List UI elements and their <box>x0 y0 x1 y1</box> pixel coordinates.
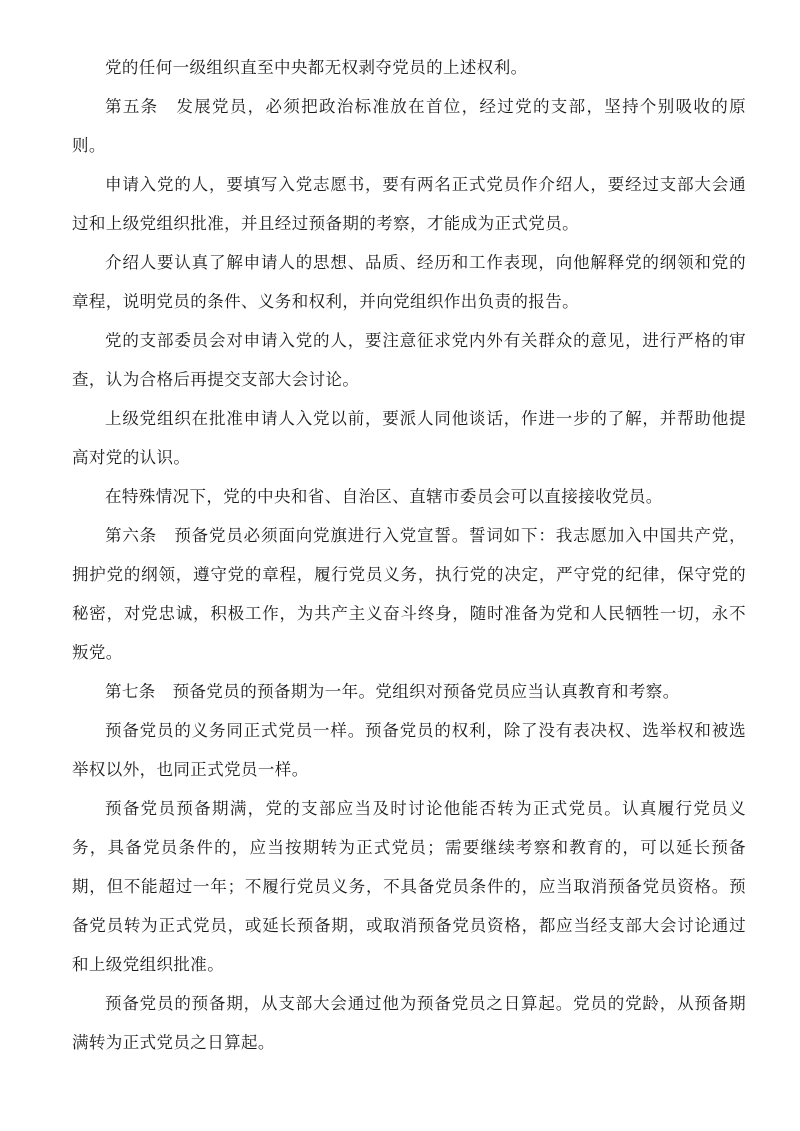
paragraph-article-six: 第六条 预备党员必须面向党旗进行入党宣誓。誓词如下：我志愿加入中国共产党，拥护党的纲领，遵守党的章程，履行党员义务，执行党的决定，严守党的纪律，保守党的秘密，对党忠诚，积极工作，为共产主义奋斗终身，随时准备为党和人民牺牲一切，永不叛党。 <box>72 526 746 662</box>
paragraph: 预备党员预备期满，党的支部应当及时讨论他能否转为正式党员。认真履行党员义务，具备党员条件的，应当按期转为正式党员；需要继续考察和教育的，可以延长预备期，但不能超过一年；不履行党员义务，不具备党员条件的，应当取消预备党员资格。预备党员转为正式党员，或延长预备期，或取消预备党员资格，都应当经支部大会讨论通过和上级党组织批准。 <box>72 799 746 974</box>
document-body <box>72 48 746 1062</box>
paragraph: 申请入党的人，要填写入党志愿书，要有两名正式党员作介绍人，要经过支部大会通过和上级党组织批准，并且经过预备期的考察，才能成为正式党员。 <box>72 175 746 233</box>
paragraph: 党的任何一级组织直至中央都无权剥夺党员的上述权利。 <box>105 58 528 77</box>
paragraph: 在特殊情况下，党的中央和省、自治区、直辖市委员会可以直接接收党员。 <box>105 487 663 506</box>
paragraph: 介绍人要认真了解申请人的思想、品质、经历和工作表现，向他解释党的纲领和党的章程，说明党员的条件、义务和权利，并向党组织作出负责的报告。 <box>72 253 746 311</box>
paragraph-article-five: 第五条 发展党员，必须把政治标准放在首位，经过党的支部，坚持个别吸收的原则。 <box>72 97 746 155</box>
paragraph: 党的支部委员会对申请入党的人，要注意征求党内外有关群众的意见，进行严格的审查，认为合格后再提交支部大会讨论。 <box>72 331 746 389</box>
paragraph: 上级党组织在批准申请人入党以前，要派人同他谈话，作进一步的了解，并帮助他提高对党的认识。 <box>72 409 746 467</box>
paragraph: 预备党员的预备期，从支部大会通过他为预备党员之日算起。党员的党龄，从预备期满转为正式党员之日算起。 <box>72 994 746 1052</box>
paragraph-article-seven: 第七条 预备党员的预备期为一年。党组织对预备党员应当认真教育和考察。 <box>105 682 680 701</box>
paragraph: 预备党员的义务同正式党员一样。预备党员的权利，除了没有表决权、选举权和被选举权以外，也同正式党员一样。 <box>72 721 746 779</box>
